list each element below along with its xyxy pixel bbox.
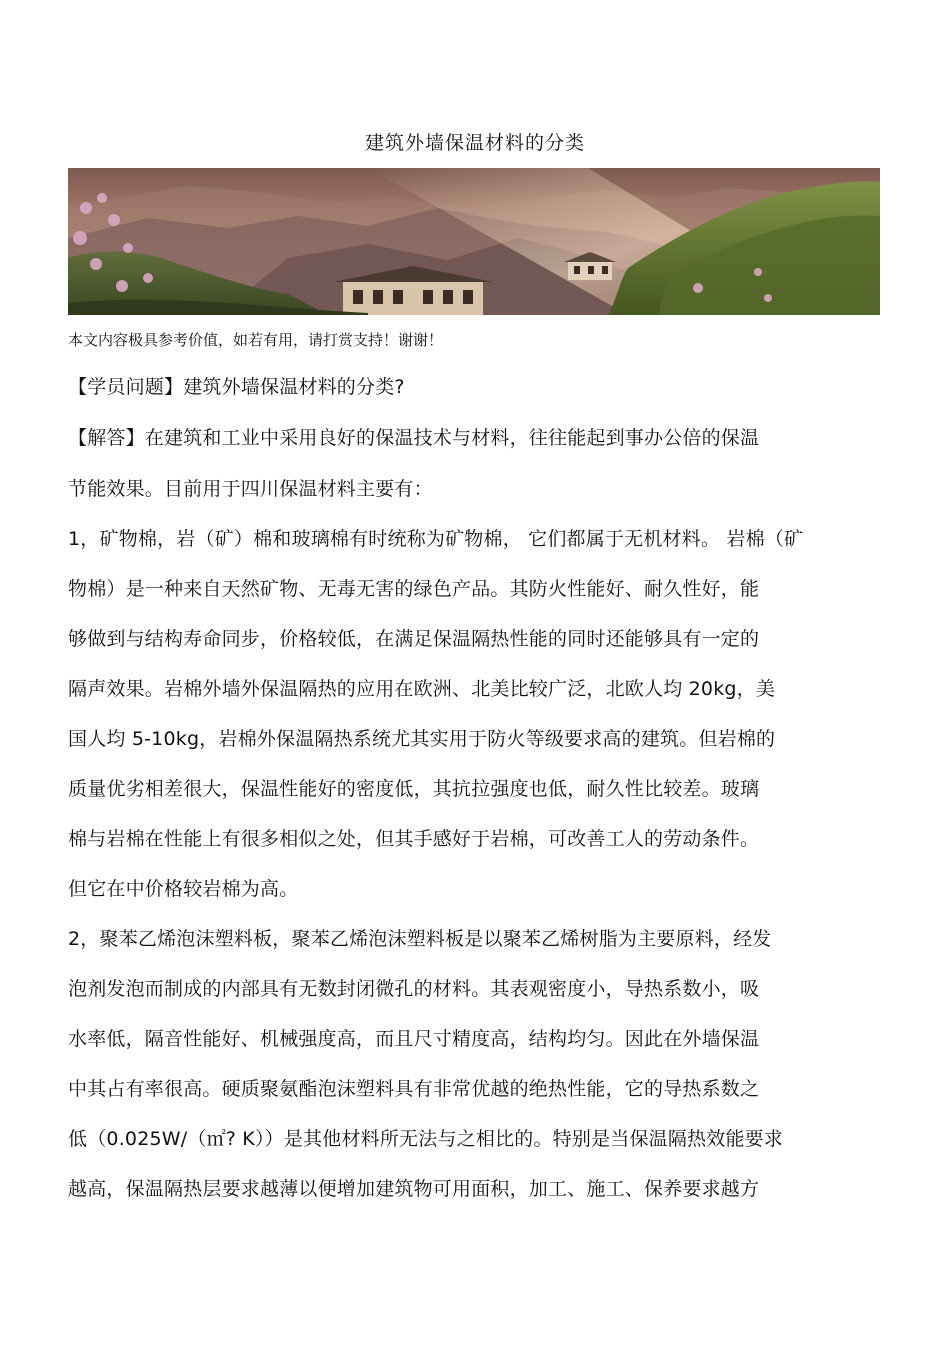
body-line-17: 越高，保温隔热层要求越薄以便增加建筑物可用面积，加工、施工、保养要求越方 (68, 1178, 760, 1200)
note-text: 本文内容极具参考价值，如若有用，请打赏支持！谢谢！ (68, 331, 444, 349)
body-line-1: 【学员问题】建筑外墙保温材料的分类? (68, 376, 405, 398)
body-line-10: 棉与岩棉在性能上有很多相似之处，但其手感好于岩棉，可改善工人的劳动条件。 (68, 828, 760, 850)
body-line-15: 中其占有率很高。硬质聚氨酯泡沫塑料具有非常优越的绝热性能，它的导热系数之 (68, 1078, 760, 1100)
body-line-4: 1，矿物棉，岩（矿）棉和玻璃棉有时统称为矿物棉， 它们都属于无机材料。 岩棉（矿 (68, 528, 804, 550)
body-line-8: 国人均 5-10kg，岩棉外保温隔热系统尤其实用于防火等级要求高的建筑。但岩棉的 (68, 728, 776, 750)
body-line-2: 【解答】在建筑和工业中采用良好的保温技术与材料，往往能起到事办公倍的保温 (68, 427, 760, 449)
body-line-11: 但它在中价格较岩棉为高。 (68, 878, 299, 900)
document-title: 建筑外墙保温材料的分类 (364, 132, 585, 154)
body-line-14: 水率低，隔音性能好、机械强度高，而且尺寸精度高，结构均匀。因此在外墙保温 (68, 1028, 760, 1050)
body-line-16: 低（0.025W/（㎡? K））是其他材料所无法与之相比的。特别是当保温隔热效能要求 (68, 1128, 784, 1150)
body-line-9: 质量优劣相差很大，保温性能好的密度低，其抗拉强度也低，耐久性比较差。玻璃 (68, 778, 760, 800)
body-line-12: 2，聚苯乙烯泡沫塑料板，聚苯乙烯泡沫塑料板是以聚苯乙烯树脂为主要原料，经发 (68, 928, 772, 950)
body-line-5: 物棉）是一种来自天然矿物、无毒无害的绿色产品。其防火性能好、耐久性好，能 (68, 578, 760, 600)
body-line-13: 泡剂发泡而制成的内部具有无数封闭微孔的材料。其表观密度小，导热系数小，吸 (68, 978, 760, 1000)
body-line-3: 节能效果。目前用于四川保温材料主要有： (68, 478, 433, 500)
body-line-7: 隔声效果。岩棉外墙外保温隔热的应用在欧洲、北美比较广泛，北欧人均 20kg，美 (68, 678, 776, 700)
banner-image (68, 168, 880, 315)
body-line-6: 够做到与结构寿命同步，价格较低，在满足保温隔热性能的同时还能够具有一定的 (68, 628, 760, 650)
